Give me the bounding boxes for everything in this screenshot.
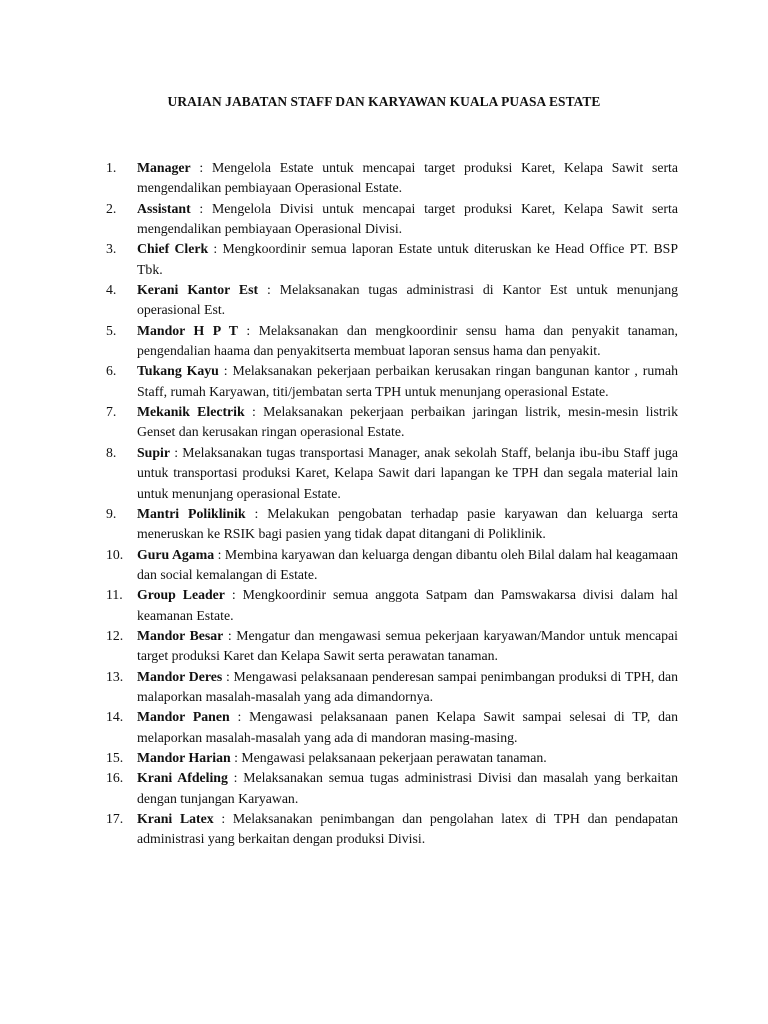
job-title: Mandor H P T bbox=[137, 322, 238, 338]
job-description: : Melaksanakan pekerjaan perbaikan kerusakan ringan bangunan kantor , rumah Staff, rumah Karyawan, titi/jembatan serta TPH untuk menunjang operasional Estate. bbox=[137, 363, 678, 399]
job-title: Mandor Besar bbox=[137, 627, 224, 643]
item-number: 6. bbox=[106, 363, 117, 379]
list-item bbox=[106, 667, 678, 708]
list-item bbox=[106, 402, 678, 443]
item-number: 12. bbox=[106, 627, 124, 643]
job-description: : Melaksanakan tugas administrasi di Kantor Est untuk menunjang operasional Est. bbox=[137, 282, 678, 318]
job-title: Manager bbox=[137, 160, 191, 175]
list-item bbox=[106, 809, 678, 850]
job-title: Assistant bbox=[137, 200, 191, 216]
item-number: 10. bbox=[106, 546, 124, 562]
job-description: : Melaksanakan semua tugas administrasi Divisi dan masalah yang berkaitan dengan tunjangan Karyawan. bbox=[137, 770, 678, 806]
list-item bbox=[106, 707, 678, 748]
job-description-list bbox=[106, 158, 678, 850]
job-description: : Melaksanakan dan mengkoordinir sensu hama dan penyakit tanaman, pengendalian haama dan penyakitserta membuat laporan sensus hama dan penyakit. bbox=[137, 322, 678, 359]
item-number: 3. bbox=[106, 241, 117, 257]
list-item bbox=[106, 545, 678, 586]
job-description: : Mengawasi pelaksanaan panen Kelapa Sawit sampai selesai di TP, dan melaporkan masalah-masalah yang ada di mandoran masing-masing. bbox=[137, 709, 678, 745]
list-item bbox=[106, 321, 678, 362]
job-title: Mekanik Electrik bbox=[137, 404, 245, 420]
item-number: 2. bbox=[106, 200, 117, 216]
item-number: 4. bbox=[106, 282, 117, 298]
job-description: : Melaksanakan tugas transportasi Manager, anak sekolah Staff, belanja ibu-ibu Staff juga untuk transportasi produksi Karet, Kelapa Sawit dari lapangan ke TPH dan segala material lain untuk menunjang operasional Estate. bbox=[137, 444, 678, 501]
job-description: : Mengelola Divisi untuk mencapai target produksi Karet, Kelapa Sawit serta mengendalikan pembiayaan Operasional Divisi. bbox=[137, 200, 678, 237]
item-number: 16. bbox=[106, 770, 124, 786]
list-item bbox=[106, 280, 678, 321]
job-title: Mandor Deres bbox=[137, 668, 223, 684]
list-item bbox=[106, 158, 678, 199]
item-number: 7. bbox=[106, 404, 117, 420]
job-description: : Melaksanakan pekerjaan perbaikan jaringan listrik, mesin-mesin listrik Genset dan kerusakan ringan operasional Estate. bbox=[137, 404, 678, 440]
job-description: : Melaksanakan penimbangan dan pengolahan latex di TPH dan pendapatan administrasi yang berkaitan dengan produksi Divisi. bbox=[137, 811, 678, 847]
item-number: 8. bbox=[106, 444, 117, 460]
job-description: : Mengatur dan mengawasi semua pekerjaan karyawan/Mandor untuk mencapai target produksi Karet dan Kelapa Sawit serta perawatan tanaman. bbox=[137, 627, 678, 664]
job-description: : Mengkoordinir semua laporan Estate untuk diteruskan ke Head Office PT. BSP Tbk. bbox=[137, 241, 678, 277]
list-item bbox=[106, 361, 678, 402]
job-description: : Mengelola Estate untuk mencapai target produksi Karet, Kelapa Sawit serta mengendalikan pembiayaan Operasional Estate. bbox=[137, 160, 678, 196]
item-number: 11. bbox=[106, 587, 123, 603]
document-title: URAIAN JABATAN STAFF DAN KARYAWAN KUALA PUASA ESTATE bbox=[167, 94, 601, 109]
job-title: Supir bbox=[137, 444, 170, 460]
list-item bbox=[106, 626, 678, 667]
job-title: Group Leader bbox=[137, 587, 225, 603]
job-title: Mantri Poliklinik bbox=[137, 505, 246, 521]
job-description: : Melakukan pengobatan terhadap pasie karyawan dan keluarga serta meneruskan ke RSIK bagi pasien yang tidak dapat ditangani di Poliklinik. bbox=[137, 505, 678, 542]
list-item bbox=[106, 443, 678, 504]
job-title: Guru Agama bbox=[137, 546, 215, 562]
job-description: : Mengawasi pelaksanaan pekerjaan perawatan tanaman. bbox=[230, 749, 547, 765]
item-number: 14. bbox=[106, 709, 124, 725]
job-title: Mandor Panen bbox=[137, 709, 230, 725]
job-title: Chief Clerk bbox=[137, 241, 209, 257]
item-number: 17. bbox=[106, 811, 124, 826]
item-number: 9. bbox=[106, 505, 117, 521]
job-description: : Membina karyawan dan keluarga dengan dibantu oleh Bilal dalam hal keagamaan dan social kemalangan di Estate. bbox=[137, 546, 678, 582]
job-title: Mandor Harian bbox=[137, 749, 231, 765]
item-number: 1. bbox=[106, 160, 117, 175]
item-number: 13. bbox=[106, 668, 124, 684]
job-title: Kerani Kantor Est bbox=[137, 282, 259, 298]
job-title: Krani Afdeling bbox=[137, 770, 228, 786]
job-title: Tukang Kayu bbox=[137, 363, 219, 379]
list-item bbox=[106, 199, 678, 240]
item-number: 15. bbox=[106, 749, 124, 765]
list-item bbox=[106, 585, 678, 626]
job-description: : Mengkoordinir semua anggota Satpam dan Pamswakarsa divisi dalam hal keamanan Estate. bbox=[137, 587, 678, 623]
job-title: Krani Latex bbox=[137, 811, 214, 826]
list-item bbox=[106, 748, 678, 768]
item-number: 5. bbox=[106, 322, 117, 338]
job-description: : Mengawasi pelaksanaan penderesan sampai penimbangan produksi di TPH, dan malaporkan masalah-masalah yang ada dimandornya. bbox=[137, 668, 678, 704]
list-item bbox=[106, 239, 678, 280]
list-item bbox=[106, 768, 678, 809]
list-item bbox=[106, 504, 678, 545]
